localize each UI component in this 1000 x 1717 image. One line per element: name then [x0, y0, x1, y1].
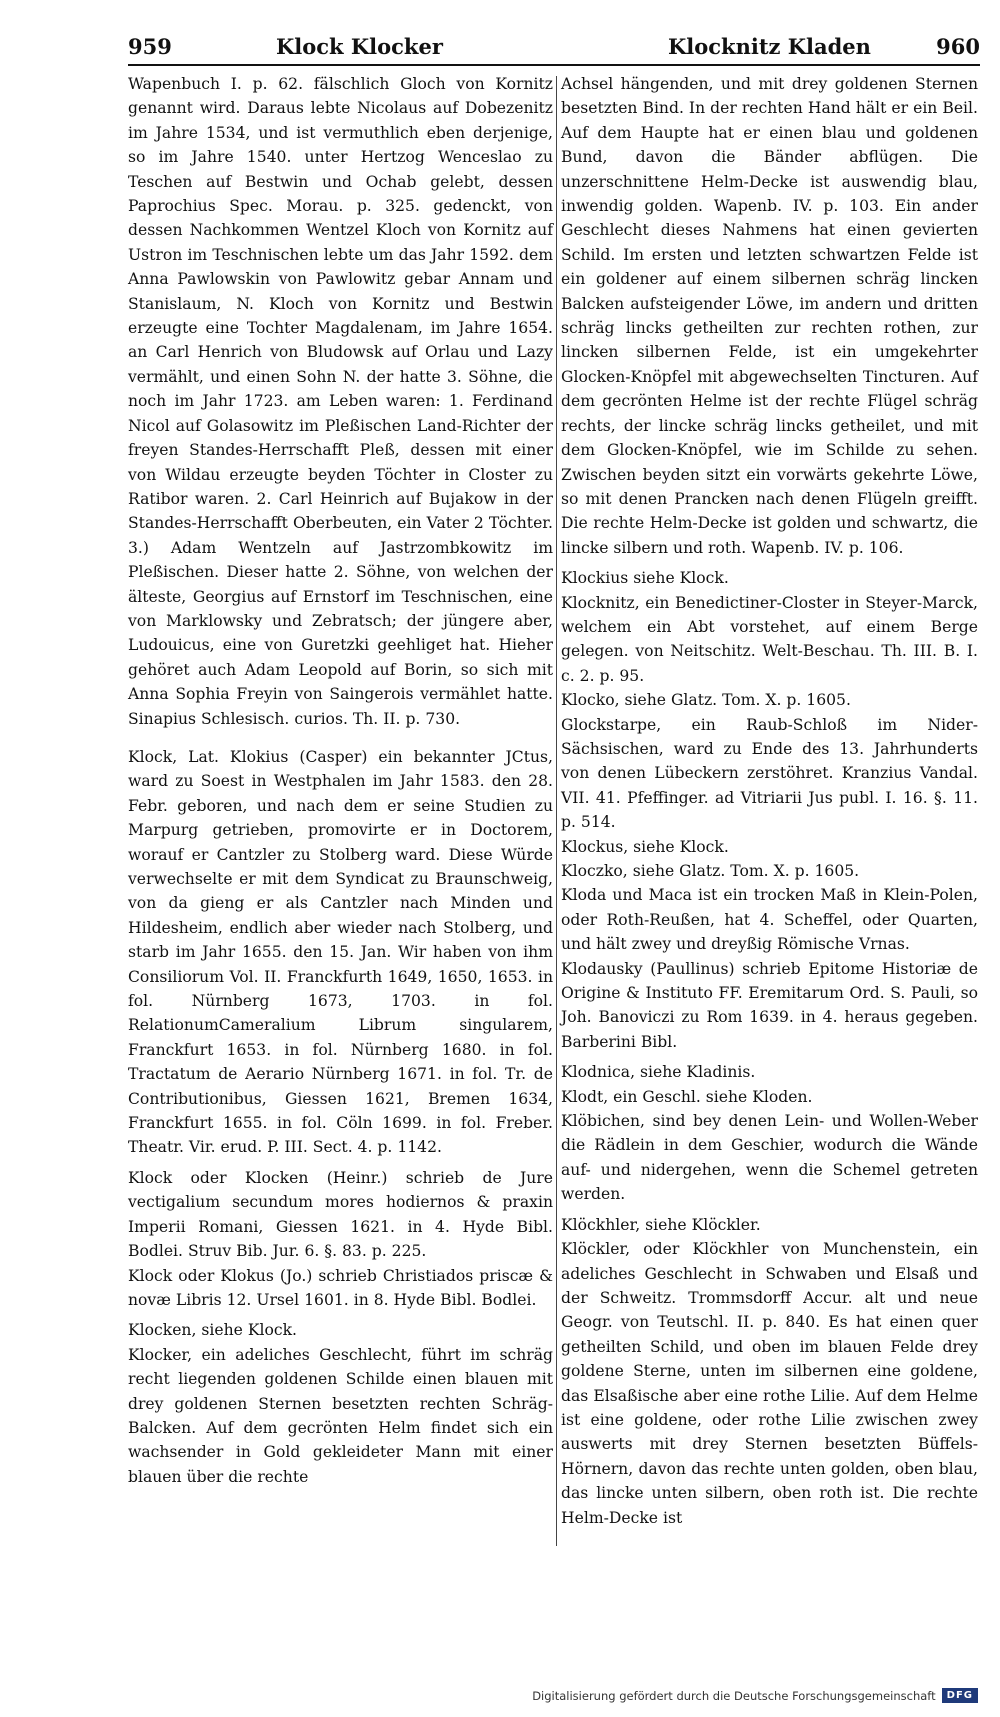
- dictionary-entry: Klockius siehe Klock.: [561, 569, 729, 588]
- left-column: [128, 72, 553, 1489]
- paragraph-gap: [128, 731, 553, 745]
- right-column: [561, 72, 978, 1530]
- credit-text: Digitalisierung gefördert durch die Deutsche Forschungsgemeinschaft: [532, 1688, 936, 1703]
- dictionary-entry: Klock oder Klokus (Jo.) schrieb Christiados priscæ & novæ Libris 12. Ursel 1601. in 8. Hyde Bibl. Bodlei.: [128, 1266, 553, 1309]
- dictionary-entry: Achsel hängenden, und mit drey goldenen Sternen besetzten Bind. In der rechten Hand hält er ein Beil. Auf dem Haupte hat er einen blau und goldenen Bund, davon die Bänder abflügen. Die unzerschnittene Helm-Decke ist auswendig blau, inwendig golden. Wapenb. IV. p. 103. Ein ander Geschlecht dieses Nahmens hat einen gevierten Schild. Im ersten und letzten schwartzen Felde ist ein goldener auf einem silbernen schräg lincken Balcken aufsteigender Löwe, im andern und dritten schräg lincks getheilten zur rechten rothen, zur lincken silbernen Felde, ist ein umgekehrter Glocken-Knöpfel mit abgewechselten Tincturen. Auf dem gecrönten Helme ist der rechte Flügel schräg rechts, der lincke schräg lincks getheilet, und mit dem Glocken-Knöpfel, wie im Schilde zu sehen. Zwischen beyden sitzt ein vorwärts gekehrte Löwe, so mit denen Prancken nach denen Flügeln greifft. Die rechte Helm-Decke ist golden und schwartz, die lincke silbern und roth. Wapenb. IV. p. 106.: [561, 75, 978, 557]
- running-title-right: Klocknitz Kladen: [668, 34, 871, 59]
- column-divider: [556, 76, 557, 1546]
- dfg-logo: DFG: [942, 1688, 978, 1703]
- dictionary-entry: Klockus, siehe Klock.: [561, 837, 729, 856]
- dictionary-entry: Klöckhler, siehe Klöckler.: [561, 1215, 761, 1234]
- dictionary-entry: Glockstarpe, ein Raub-Schloß im Nider-Sächsischen, ward zu Ende des 13. Jahrhunderts von denen Lübeckern zerstöhret. Kranzius Vandal. VII. 41. Pfeffinger. ad Vitriarii Jus publ. I. 16. §. 11. p. 514.: [561, 715, 978, 832]
- dictionary-entry: Klocker, ein adeliches Geschlecht, führt im schräg recht liegenden goldenen Schilde einen blauen mit drey goldenen Sternen besetzten rechten Schräg-Balcken. Auf dem gecrönten Helm findet sich ein wachsender in Gold gekleideter Mann mit einer blauen über die rechte: [128, 1345, 553, 1486]
- dictionary-entry: Klodt, ein Geschl. siehe Kloden.: [561, 1087, 813, 1106]
- dictionary-entry: Klock oder Klocken (Heinr.) schrieb de Jure vectigalium secundum mores hodiernos & praxin Imperii Romani, Giessen 1621. in 4. Hyde Bibl. Bodlei. Struv Bib. Jur. 6. §. 83. p. 225.: [128, 1168, 553, 1261]
- dictionary-entry: Klocknitz, ein Benedictiner-Closter in Steyer-Marck, welchem ein Abt vorstehet, auf einem Berge gelegen. von Neitschitz. Welt-Beschau. Th. III. B. I. c. 2. p. 95.: [561, 593, 978, 685]
- dictionary-entry: Wapenbuch I. p. 62. fälschlich Gloch von Kornitz genannt wird. Daraus lebte Nicolaus auf Dobezenitz im Jahre 1534, und ist vermuthlich eben derjenige, so im Jahre 1540. unter Hertzog Wenceslao zu Teschen auf Bestwin und Ochab gelebt, dessen Paprochius Spec. Morau. p. 325. gedenckt, von dessen Nachkommen Wentzel Kloch von Kornitz auf Ustron im Teschnischen lebte um das Jahr 1592. dem Anna Pawlowskin von Pawlowitz gebar Annam und Stanislaum, N. Kloch von Kornitz und Bestwin erzeugte eine Tochter Magdalenam, im Jahre 1654. an Carl Henrich von Bludowsk auf Orlau und Lazy vermählt, und einen Sohn N. der hatte 3. Söhne, die noch im Jahr 1723. am Leben waren: 1. Ferdinand Nicol auf Golasowitz im Pleßischen Land-Richter der freyen Standes-Herrschafft Pleß, dessen mit einer von Wildau erzeugte beyden Töchter in Closter zu Ratibor waren. 2. Carl Heinrich auf Bujakow in der Standes-Herrschafft Oberbeuten, ein Vater 2 Töchter. 3.) Adam Wentzeln auf Jastrzombkowitz im Pleßischen. Dieser hatte 2. Söhne, von welchen der älteste, Georgius auf Ernstorf im Teschnischen, eine von Marklowsky und Zebratsch; der jüngere aber, Ludouicus, eine von Guretzki geehliget hat. Hieher gehöret auch Adam Leopold auf Borin, so sich mit Anna Sophia Freyin von Saingerois vermählet hatte. Sinapius Schlesisch. curios. Th. II. p. 730.: [128, 75, 553, 728]
- dictionary-entry: Klock, Lat. Klokius (Casper) ein bekannter JCtus, ward zu Soest in Westphalen im Jahr 1583. den 28. Febr. geboren, und nach dem er seine Studien zu Marpurg getrieben, promovirte er in Doctorem, worauf er Cantzler zu Stolberg ward. Diese Würde verwechselte er mit dem Syndicat zu Braunschweig, von da gieng er als Cantzler nach Minden und Hildesheim, endlich aber wieder nach Stolberg, und starb im Jahr 1655. den 15. Jan. Wir haben von ihm Consiliorum Vol. II. Franckfurth 1649, 1650, 1653. in fol. Nürnberg 1673, 1703. in fol. RelationumCameralium Librum singularem, Franckfurt 1653. in fol. Nürnberg 1680. in fol. Tractatum de Aerario Nürnberg 1671. in fol. Tr. de Contributionibus, Giessen 1621, Bremen 1634, Franckfurt 1655. in fol. Cöln 1699. in fol. Freber. Theatr. Vir. erud. P. III. Sect. 4. p. 1142.: [128, 747, 553, 1157]
- page-number-left: 959: [128, 34, 172, 59]
- dictionary-entry: Klocko, siehe Glatz. Tom. X. p. 1605.: [561, 691, 851, 710]
- dictionary-entry: Klocken, siehe Klock.: [128, 1321, 298, 1340]
- footer-credit: [532, 1688, 978, 1703]
- dictionary-entry: Klöbichen, sind bey denen Lein- und Wollen-Weber die Rädlein in dem Geschier, wodurch die Wände auf- und nidergehen, wenn die Schemel getreten werden.: [561, 1112, 978, 1204]
- running-header: [128, 34, 980, 68]
- page-number-right: 960: [936, 34, 980, 59]
- running-title-left: Klock Klocker: [276, 34, 443, 59]
- dictionary-entry: Klöckler, oder Klöckhler von Munchenstein, ein adeliches Geschlecht in Schwaben und Elsaß und der Schweitz. Trommsdorff Accur. alt und neue Geogr. von Teutschl. II. p. 840. Es hat einen quer getheilten Schild, und oben im blauen Felde drey goldene Sterne, unten im silbernen eine goldene, das Elsaßische aber eine rothe Lilie. Auf dem Helme ist eine goldene, oder rothe Lilie zwischen zwey auswerts mit drey Sternen besetzten Büffels-Hörnern, davon das rechte unten golden, oben blau, das lincke unten silbern, oben roth ist. Die rechte Helm-Decke ist: [561, 1240, 978, 1527]
- header-rule: [128, 64, 980, 66]
- dictionary-entry: Klodnica, siehe Kladinis.: [561, 1063, 756, 1082]
- dictionary-entry: Klodausky (Paullinus) schrieb Epitome Historiæ de Origine & Instituto FF. Eremitarum Ord. S. Pauli, so Joh. Banoviczi zu Rom 1639. in 4. heraus gegeben. Barberini Bibl.: [561, 959, 978, 1051]
- dictionary-entry: Kloda und Maca ist ein trocken Maß in Klein-Polen, oder Roth-Reußen, hat 4. Scheffel, oder Quarten, und hält zwey und dreyßig Römische Vrnas.: [561, 886, 978, 954]
- dictionary-entry: Kloczko, siehe Glatz. Tom. X. p. 1605.: [561, 862, 860, 880]
